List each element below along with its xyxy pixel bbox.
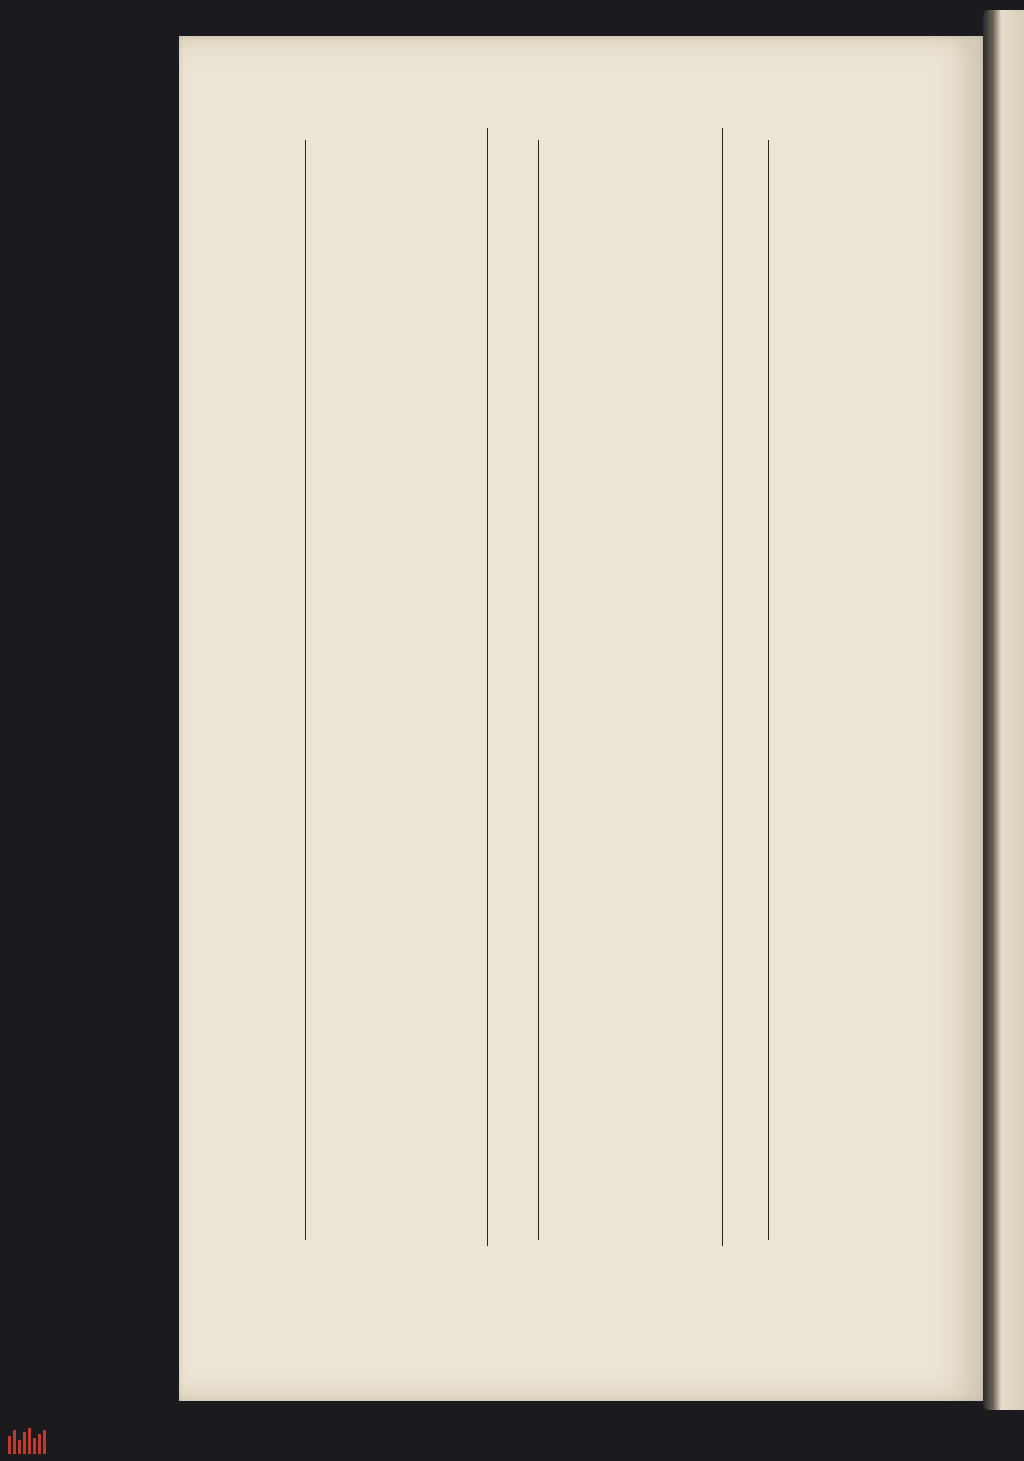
column-rule [538,140,539,1240]
book-page [179,36,983,1401]
column-rule [305,140,306,1240]
column-rule [487,128,488,1246]
footer-bar [0,1420,1024,1461]
hab-barcode-icon [8,1428,50,1454]
column-rule [722,128,723,1246]
facing-page-text [995,90,1023,1390]
column-rule [768,140,769,1240]
